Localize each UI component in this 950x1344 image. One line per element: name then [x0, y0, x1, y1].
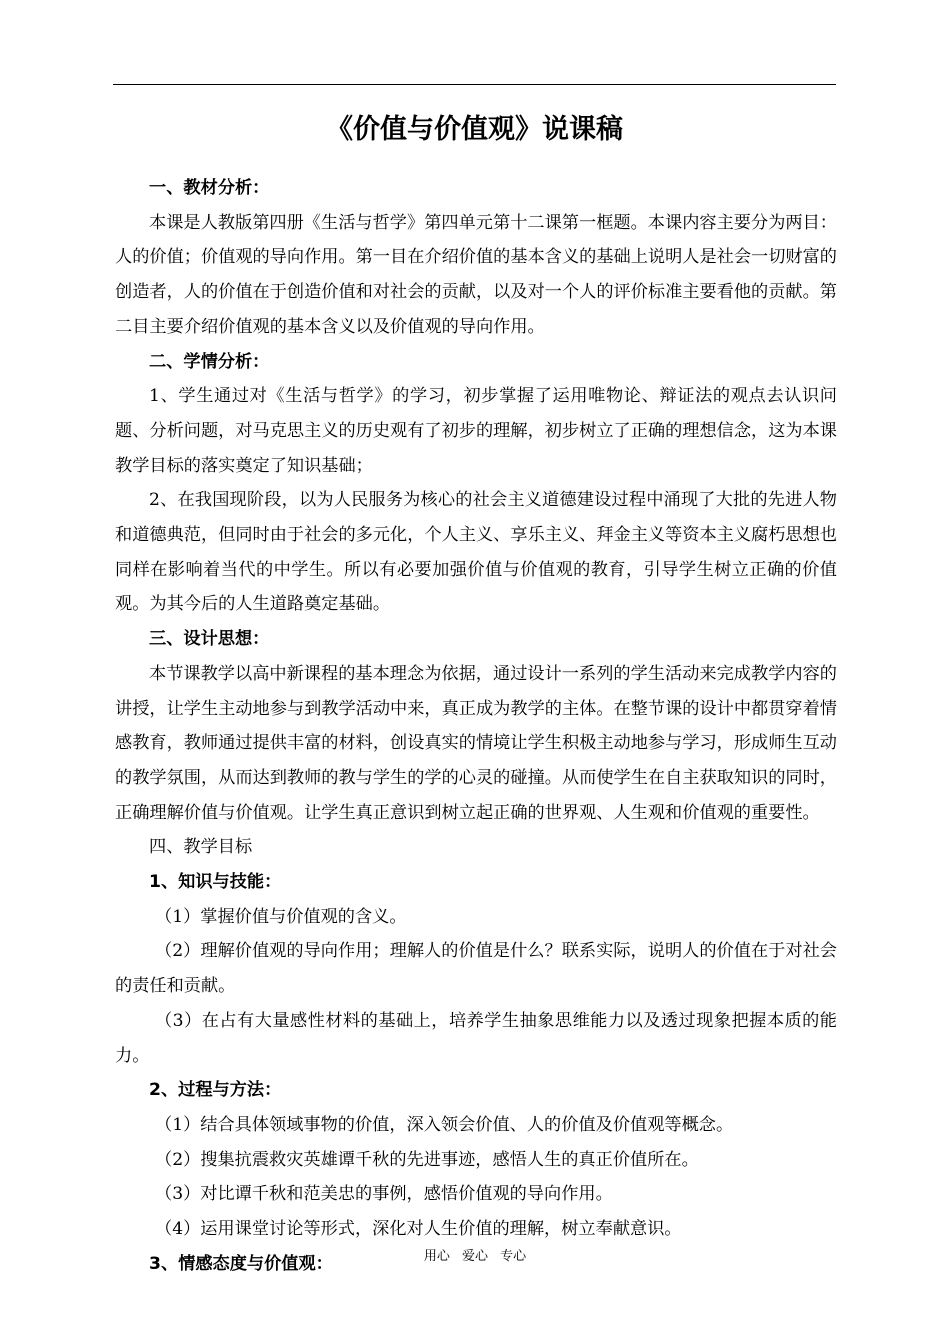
subheading-emotion-values: 3、情感态度与价值观：: [149, 1253, 333, 1274]
paragraph-textbook-analysis: 本课是人教版第四册《生活与哲学》第四单元第十二课第一框题。本课内容主要分为两目：人的价值；价值观的导向作用。第一目在介绍价值的基本含义的基础上说明人是社会一切财富的创造者，人的价值在于创造价值和对社会的贡献，以及对一个人的评价标准主要看他的贡献。第二目主要介绍价值观的基本含义以及价值观的导向作用。: [115, 212, 837, 337]
list-item-knowledge-2: （2）理解价值观的导向作用；理解人的价值是什么？联系实际，说明人的价值在于对社会的责任和贡献。: [115, 941, 837, 997]
list-item-process-4: （4）运用课堂讨论等形式，深化对人生价值的理解，树立奉献意识。: [155, 1219, 682, 1240]
list-item-process-2: （2）搜集抗震救灾英雄谭千秋的先进事迹，感悟人生的真正价值所在。: [155, 1149, 699, 1170]
paragraph-design-idea: 本节课教学以高中新课程的基本理念为依据，通过设计一系列的学生活动来完成教学内容的讲授，让学生主动地参与到教学活动中来，真正成为教学的主体。在整节课的设计中都贯穿着情感教育，教师通过提供丰富的材料，创设真实的情境让学生积极主动地参与学习，形成师生互动的教学氛围，从而达到教师的教与学生的学的心灵的碰撞。从而使学生在自主获取知识的同时，正确理解价值与价值观。让学生真正意识到树立起正确的世界观、人生观和价值观的重要性。: [115, 663, 837, 823]
paragraph-student-analysis-1: 1、学生通过对《生活与哲学》的学习，初步掌握了运用唯物论、辩证法的观点去认识问题、分析问题，对马克思主义的历史观有了初步的理解，初步树立了正确的理想信念，这为本课教学目标的落实奠定了知识基础；: [115, 386, 837, 476]
section-heading-teaching-goals: 四、教学目标: [149, 837, 253, 858]
document-title: 《价值与价值观》说课稿: [326, 114, 623, 145]
header-rule: [113, 84, 836, 85]
list-item-knowledge-1: （1）掌握价值与价值观的含义。: [155, 906, 407, 927]
subheading-knowledge-skills: 1、知识与技能：: [149, 872, 282, 893]
document-body: [115, 171, 837, 1282]
section-heading-design-idea: 三、设计思想：: [149, 629, 270, 650]
paragraph-student-analysis-2: 2、在我国现阶段，以为人民服务为核心的社会主义道德建设过程中涌现了大批的先进人物和道德典范，但同时由于社会的多元化，个人主义、享乐主义、拜金主义等资本主义腐朽思想也同样在影响着当代的中学生。所以有必要加强价值与价值观的教育，引导学生树立正确的价值观。为其今后的人生道路奠定基础。: [115, 490, 837, 615]
list-item-process-1: （1）结合具体领域事物的价值，深入领会价值、人的价值及价值观等概念。: [155, 1114, 734, 1135]
section-heading-textbook-analysis: 一、教材分析：: [149, 178, 270, 198]
list-item-process-3: （3）对比谭千秋和范美忠的事例，感悟价值观的导向作用。: [155, 1184, 613, 1205]
list-item-knowledge-3: （3）在占有大量感性材料的基础上，培养学生抽象思维能力以及透过现象把握本质的能力。: [115, 1010, 837, 1066]
section-heading-student-analysis: 二、学情分析：: [149, 351, 270, 372]
subheading-process-methods: 2、过程与方法：: [149, 1080, 282, 1101]
page-footer: 用心 爱心 专心: [423, 1249, 527, 1264]
